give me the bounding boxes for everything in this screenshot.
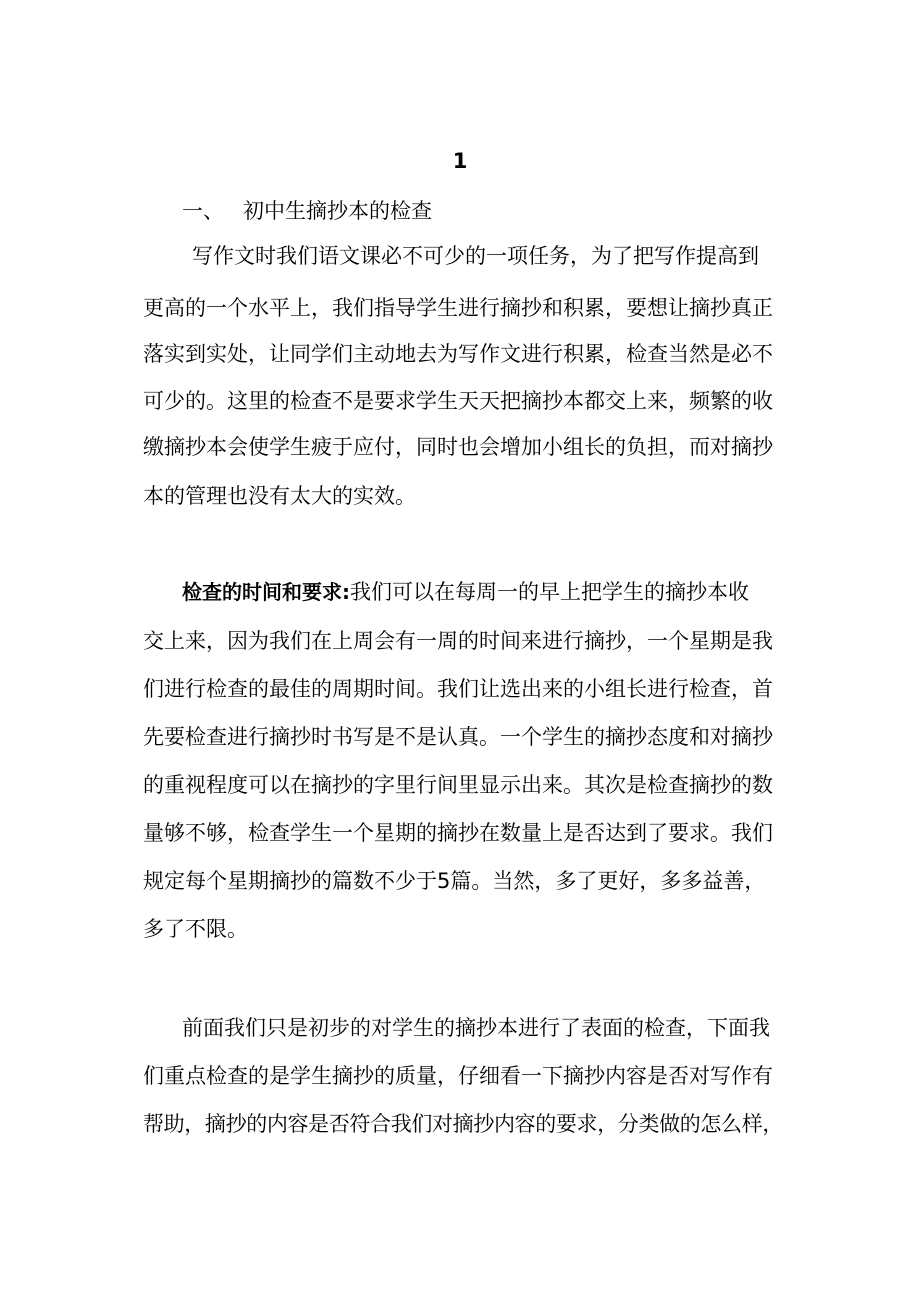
paragraph-line <box>143 866 783 896</box>
section-title: 初中生摘抄本的检查 <box>243 199 432 223</box>
paragraph-line: 落实到实处，让同学们主动地去为写作文进行积累，检查当然是必不 <box>143 342 773 366</box>
paragraph-line <box>182 577 783 607</box>
paragraph-line: 更高的一个水平上，我们指导学生进行摘抄和积累，要想让摘抄真正 <box>143 296 773 320</box>
paragraph-line: 们进行检查的最佳的周期时间。我们让选出来的小组长进行检查，首 <box>143 677 773 701</box>
paragraph-line: 本的管理也没有太大的实效。 <box>143 484 416 508</box>
paragraph-line: 缴摘抄本会使学生疲于应付，同时也会增加小组长的负担，而对摘抄 <box>143 435 773 459</box>
paragraph-line: 量够不够，检查学生一个星期的摘抄在数量上是否达到了要求。我们 <box>143 821 773 845</box>
paragraph-line-text: 我们可以在每周一的早上把学生的摘抄本收 <box>350 580 749 604</box>
paragraph-line: 多了不限。 <box>143 917 248 941</box>
paragraph-line: 写作文时我们语文课必不可少的一项任务，为了把写作提高到 <box>192 244 759 268</box>
paragraph-line: 帮助，摘抄的内容是否符合我们对摘抄内容的要求，分类做的怎么样， <box>143 1112 783 1136</box>
paragraph-line: 交上来，因为我们在上周会有一周的时间来进行摘抄，一个星期是我 <box>143 629 773 653</box>
paragraph-line: 们重点检查的是学生摘抄的质量，仔细看一下摘抄内容是否对写作有 <box>143 1064 773 1088</box>
paragraph-line: 可少的。这里的检查不是要求学生天天把摘抄本都交上来，频繁的收 <box>143 389 773 413</box>
paragraph-line: 先要检查进行摘抄时书写是不是认真。一个学生的摘抄态度和对摘抄 <box>143 725 773 749</box>
paragraph-line: 的重视程度可以在摘抄的字里行间里显示出来。其次是检查摘抄的数 <box>143 773 773 797</box>
bold-lead-text: 检查的时间和要求: <box>182 580 350 604</box>
paragraph-line-text: 篇。当然，多了更好，多多益善， <box>450 869 766 893</box>
page-number: 1 <box>452 149 468 173</box>
section-heading <box>182 196 432 226</box>
paragraph-line: 前面我们只是初步的对学生的摘抄本进行了表面的检查，下面我 <box>182 1016 770 1040</box>
section-number: 一、 <box>182 199 224 223</box>
count-number: 5 <box>437 869 451 893</box>
paragraph-line-text: 规定每个星期摘抄的篇数不少于 <box>143 869 437 893</box>
